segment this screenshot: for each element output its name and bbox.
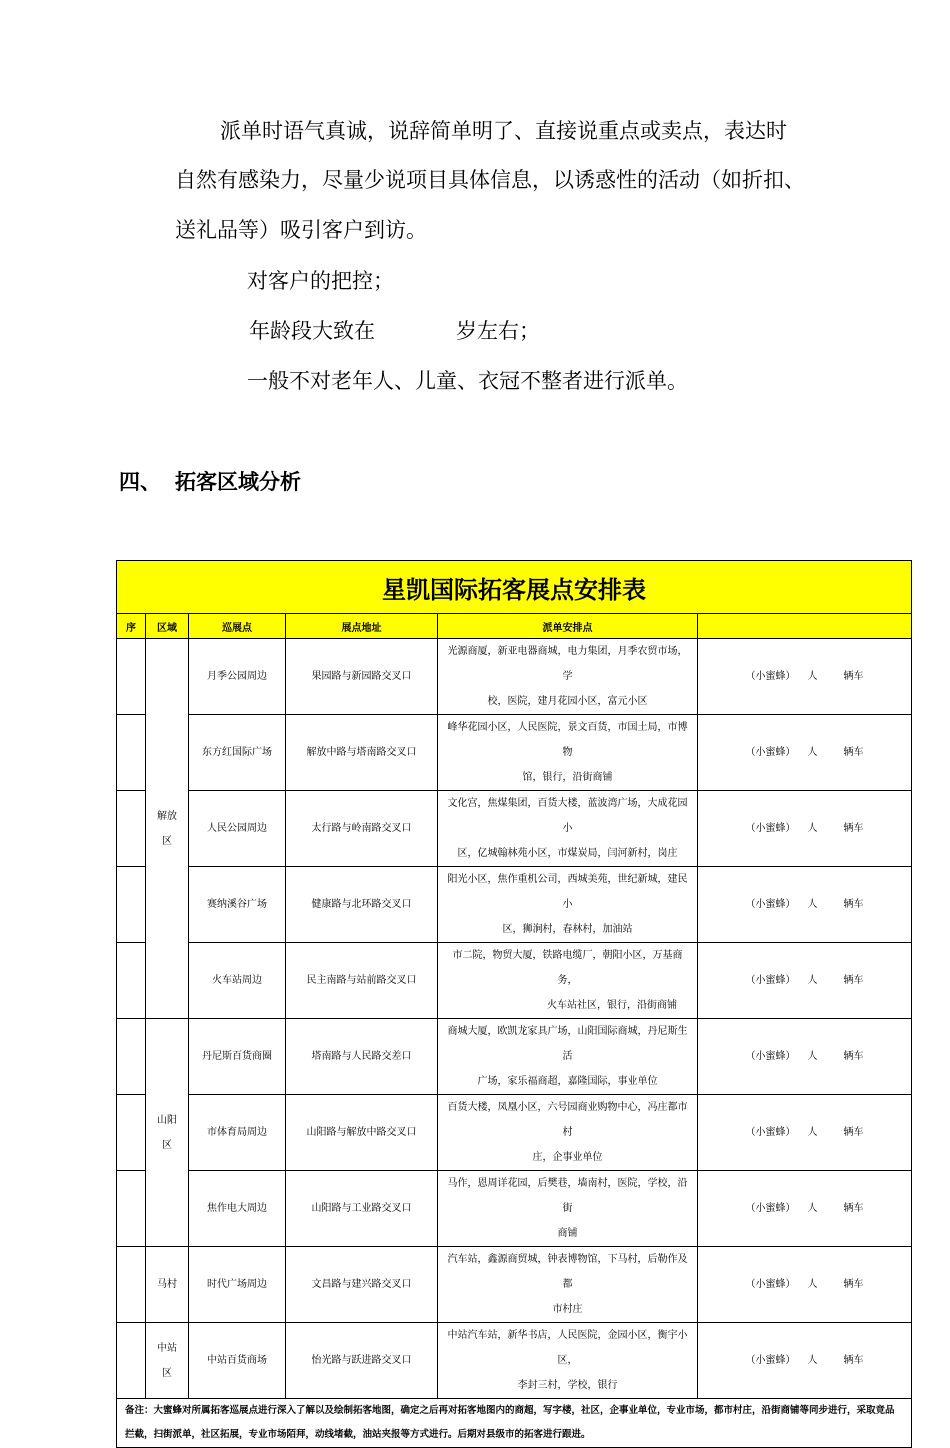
schedule-table (116, 560, 912, 1448)
address-cell: 山阳路与解放中路交叉口 (286, 1095, 438, 1171)
staff-cell (698, 1019, 912, 1095)
district-cell (146, 639, 189, 1019)
dispatch-line: 峰华花园小区，人民医院，景文百货，市国土局，市博物 (447, 722, 688, 758)
header-address: 展点地址 (286, 614, 438, 639)
table-row (117, 1323, 912, 1399)
address-cell: 太行路与岭南路交叉口 (286, 791, 438, 867)
staff-cell (698, 791, 912, 867)
table-row (117, 791, 912, 867)
dispatch-line: 马作，恩周详花园，后樊巷，墙南村，医院，学校，沿街 (447, 1178, 688, 1214)
index-cell (117, 1247, 146, 1323)
staff-car: 辆车 (843, 975, 864, 986)
dispatch-cell (438, 1247, 698, 1323)
staff-people: 人 (807, 1355, 818, 1366)
note-line: 备注：大蜜蜂对所属拓客巡展点进行深入了解以及绘制拓客地图，确定之后再对拓客地图内的商超，写字楼，社区，企事业单位，专业市场，都市村庄，沿街商铺等同步进行，采取竞品 (125, 1405, 895, 1416)
dispatch-line: 李封三村，学校，银行 (517, 1380, 618, 1391)
dispatch-cell (438, 1171, 698, 1247)
point-cell: 月季公园周边 (189, 639, 286, 715)
dispatch-line: 火车站社区，银行，沿街商铺 (547, 1000, 677, 1011)
staff-people: 人 (807, 671, 818, 682)
dispatch-line: 区，狮涧村，春林村，加油站 (502, 924, 633, 935)
point-cell: 火车站周边 (189, 943, 286, 1019)
dispatch-line: 市二院，物贸大厦，铁路电缆厂，朝阳小区，万基商务， (452, 950, 683, 986)
header-dispatch: 派单安排点 (438, 614, 698, 639)
staff-bee: （小蜜蜂） (745, 975, 796, 986)
index-cell (117, 1171, 146, 1247)
dispatch-cell (438, 1095, 698, 1171)
header-index: 序 (117, 614, 146, 639)
table-row (117, 715, 912, 791)
staff-car: 辆车 (843, 671, 864, 682)
address-cell: 健康路与北环路交叉口 (286, 867, 438, 943)
address-cell: 塔南路与人民路交差口 (286, 1019, 438, 1095)
index-cell (117, 715, 146, 791)
table-row (117, 1247, 912, 1323)
index-cell (117, 943, 146, 1019)
staff-car: 辆车 (843, 1051, 864, 1062)
staff-cell (698, 943, 912, 1019)
index-cell (117, 1095, 146, 1171)
staff-car: 辆车 (843, 747, 864, 758)
point-cell: 赛纳溪谷广场 (189, 867, 286, 943)
staff-people: 人 (807, 1051, 818, 1062)
address-cell: 怡光路与跃进路交叉口 (286, 1323, 438, 1399)
dispatch-line: 校，医院，建月花园小区，富元小区 (487, 696, 648, 707)
dispatch-cell (438, 715, 698, 791)
table-row (117, 867, 912, 943)
point-cell: 丹尼斯百货商圈 (189, 1019, 286, 1095)
staff-bee: （小蜜蜂） (745, 1051, 796, 1062)
staff-cell (698, 715, 912, 791)
staff-people: 人 (807, 1127, 818, 1138)
point-cell: 东方红国际广场 (189, 715, 286, 791)
staff-bee: （小蜜蜂） (745, 823, 796, 834)
district-cell (146, 1247, 189, 1323)
section-heading (119, 466, 419, 496)
staff-car: 辆车 (843, 1279, 864, 1290)
table-title: 星凯国际拓客展点安排表 (117, 561, 912, 614)
staff-bee: （小蜜蜂） (745, 899, 796, 910)
dispatch-line: 汽车站，鑫源商贸城，钟表博物馆，下马村，后勒作及都 (447, 1254, 688, 1290)
dispatch-line: 馆，银行，沿街商铺 (522, 772, 613, 783)
district-name: 马村 (157, 1279, 177, 1290)
staff-cell (698, 1247, 912, 1323)
point-cell: 市体育局周边 (189, 1095, 286, 1171)
staff-people: 人 (807, 747, 818, 758)
index-cell (117, 1019, 146, 1095)
address-cell: 民主南路与站前路交叉口 (286, 943, 438, 1019)
point-cell: 时代广场周边 (189, 1247, 286, 1323)
dispatch-line: 中站汽车站，新华书店，人民医院，金园小区，衡宇小区， (447, 1330, 688, 1366)
staff-bee: （小蜜蜂） (745, 1127, 796, 1138)
paragraph-line: 派单时语气真诚，说辞简单明了、直接说重点或卖点，表达时 (220, 119, 787, 143)
table-row (117, 1171, 912, 1247)
staff-car: 辆车 (843, 1127, 864, 1138)
index-cell (117, 639, 146, 715)
table-row (117, 1019, 912, 1095)
staff-cell (698, 1171, 912, 1247)
staff-people: 人 (807, 975, 818, 986)
dispatch-line: 阳光小区，焦作重机公司，西城美苑，世纪新城，建民小 (447, 874, 688, 910)
staff-car: 辆车 (843, 1355, 864, 1366)
dispatch-cell (438, 943, 698, 1019)
table-row (117, 639, 912, 715)
table-note (117, 1399, 912, 1448)
paragraph-line: 对客户的把控； (247, 269, 394, 293)
staff-cell (698, 867, 912, 943)
staff-people: 人 (807, 823, 818, 834)
dispatch-cell (438, 867, 698, 943)
table-header-row (117, 614, 912, 639)
address-cell: 解放中路与塔南路交叉口 (286, 715, 438, 791)
staff-bee: （小蜜蜂） (745, 1203, 796, 1214)
address-cell: 文昌路与建兴路交叉口 (286, 1247, 438, 1323)
header-point: 巡展点 (189, 614, 286, 639)
dispatch-line: 文化宫，焦煤集团，百货大楼，蓝波湾广场，大成花园小 (447, 798, 688, 834)
paragraph-line: 岁左右； (456, 319, 540, 343)
dispatch-line: 庄，企事业单位 (532, 1152, 603, 1163)
paragraph-line: 送礼品等）吸引客户到访。 (175, 218, 427, 242)
dispatch-cell (438, 1323, 698, 1399)
staff-car: 辆车 (843, 1203, 864, 1214)
point-cell: 焦作电大周边 (189, 1171, 286, 1247)
staff-people: 人 (807, 1203, 818, 1214)
dispatch-line: 市村庄 (552, 1304, 583, 1315)
dispatch-cell (438, 791, 698, 867)
dispatch-line: 光源商厦，新亚电器商城，电力集团，月季农贸市场，学 (447, 646, 688, 682)
staff-cell (698, 1095, 912, 1171)
address-cell: 果园路与新园路交叉口 (286, 639, 438, 715)
staff-people: 人 (807, 1279, 818, 1290)
address-cell: 山阳路与工业路交叉口 (286, 1171, 438, 1247)
point-cell: 中站百货商场 (189, 1323, 286, 1399)
index-cell (117, 867, 146, 943)
header-district: 区域 (146, 614, 189, 639)
staff-bee: （小蜜蜂） (745, 1279, 796, 1290)
staff-bee: （小蜜蜂） (745, 671, 796, 682)
district-name: 中站区 (157, 1342, 177, 1379)
dispatch-line: 区，亿城翰林苑小区，市煤炭局，闫河新村，岗庄 (457, 848, 678, 859)
section-title: 拓客区域分析 (175, 470, 301, 494)
schedule-table-wrapper (116, 560, 911, 1440)
staff-car: 辆车 (843, 899, 864, 910)
dispatch-cell (438, 639, 698, 715)
dispatch-line: 广场，家乐福商超，嘉隆国际，事业单位 (477, 1076, 658, 1087)
paragraph-line: 一般不对老年人、儿童、衣冠不整者进行派单。 (247, 369, 688, 393)
paragraph-line: 年龄段大致在 (249, 319, 375, 343)
point-cell: 人民公园周边 (189, 791, 286, 867)
dispatch-line: 百货大楼，凤凰小区，六号园商业购物中心，冯庄都市村 (447, 1102, 688, 1138)
index-cell (117, 791, 146, 867)
district-cell (146, 1323, 189, 1399)
district-cell (146, 1019, 189, 1247)
staff-bee: （小蜜蜂） (745, 1355, 796, 1366)
index-cell (117, 1323, 146, 1399)
staff-people: 人 (807, 899, 818, 910)
table-row (117, 1095, 912, 1171)
staff-bee: （小蜜蜂） (745, 747, 796, 758)
dispatch-line: 商城大厦，欧凯龙家具广场，山阳国际商城，丹尼斯生活 (447, 1026, 688, 1062)
dispatch-line: 商铺 (557, 1228, 578, 1239)
staff-car: 辆车 (843, 823, 864, 834)
section-number: 四、 (119, 470, 161, 494)
staff-cell (698, 639, 912, 715)
paragraph-line: 自然有感染力，尽量少说项目具体信息，以诱惑性的活动（如折扣、 (175, 168, 805, 192)
district-name: 解放区 (157, 810, 177, 847)
table-row (117, 943, 912, 1019)
staff-cell (698, 1323, 912, 1399)
header-staff: 人员车辆安排 (698, 614, 912, 639)
district-name: 山阳区 (157, 1114, 177, 1151)
note-line: 拦截，扫街派单，社区拓展，专业市场陌拜，动线堵截，油站夹报等方式进行。后期对县级市的拓客进行跟进。 (125, 1429, 591, 1440)
dispatch-cell (438, 1019, 698, 1095)
